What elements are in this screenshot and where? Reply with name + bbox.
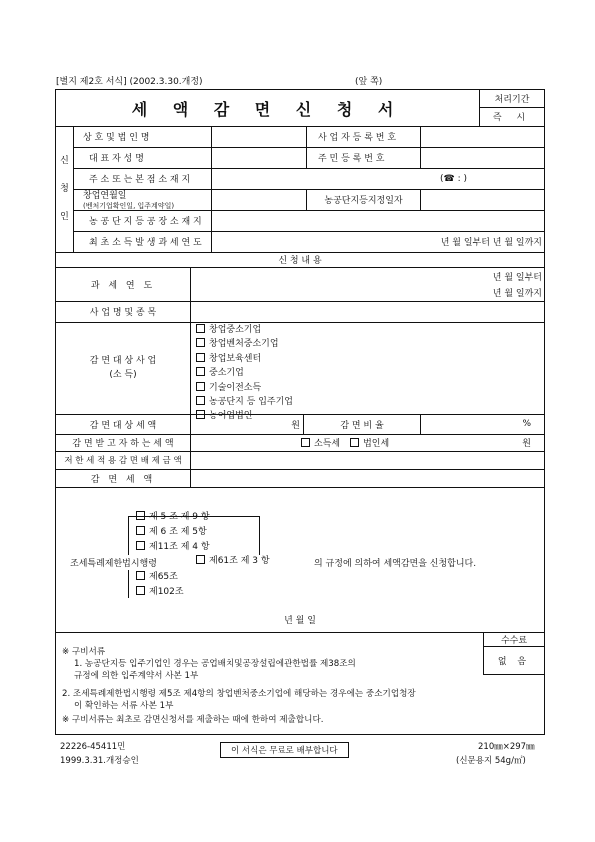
- paper-size: 210㎜×297㎜: [478, 742, 535, 752]
- option-startup-sme[interactable]: 창업중소기업: [196, 323, 536, 337]
- agri-date-label: 농공단지등지정일자: [324, 196, 403, 206]
- details-heading: 신 청 내 용: [278, 256, 322, 266]
- option-farm-corp[interactable]: 농어업법인: [196, 409, 536, 423]
- reduced-tax-label: 감 면 세 액: [90, 474, 156, 485]
- option-sme[interactable]: 중소기업: [196, 366, 536, 380]
- low-rate-field[interactable]: [191, 451, 544, 469]
- rrn-field[interactable]: [421, 147, 544, 168]
- target-tax-label: 감 면 대 상 세 액: [89, 420, 157, 431]
- law-name: 조세특례제한법시행령: [70, 559, 157, 569]
- option-agri-complex[interactable]: 농공단지 등 입주기업: [196, 395, 536, 409]
- bizno-label: 사 업 자 등 록 번 호: [318, 133, 397, 143]
- processing-label: 처리기간: [494, 95, 530, 105]
- article-6-5[interactable]: 제 6 조 제 5항: [136, 525, 210, 540]
- article-102[interactable]: 제102조: [136, 585, 184, 600]
- article-list-lower: [136, 570, 184, 600]
- article-61-3[interactable]: 제61조 제 3 항: [196, 554, 270, 568]
- documents-notes: ※ 구비서류 1. 농공단지등 입주기업인 경우는 공업배치및공장설립에관한법률 제38조의 규정에 의한 입주계약서 사본 1부: [62, 646, 482, 682]
- footer-note: ※ 구비서류는 최초로 감면신청서를 제출하는 때에 한하여 제출합니다.: [62, 715, 324, 725]
- applicant-section-label: 신 청 인: [60, 156, 69, 222]
- tax-reduction-form: [55, 89, 545, 735]
- declaration-text: 의 규정에 의하여 세액감면을 신청합니다.: [314, 559, 477, 569]
- rrn-label: 주 민 등 록 번 호: [318, 154, 385, 164]
- paper-type: (신문용지 54g/㎡): [456, 756, 526, 766]
- agri-address-label: 농 공 단 지 등 공 장 소 재 지: [89, 217, 202, 227]
- notes-title: ※ 구비서류: [62, 647, 106, 657]
- page-side: (앞 쪽): [355, 77, 383, 87]
- phone-field[interactable]: (☎ : ): [440, 173, 467, 184]
- representative-label: 대 표 자 성 명: [89, 154, 144, 164]
- rate-field[interactable]: [421, 414, 531, 434]
- article-11-4[interactable]: 제11조 제 4 항: [136, 540, 210, 555]
- address-label: 주 소 또 는 본 점 소 재 지: [89, 175, 191, 185]
- tax-year-from[interactable]: 년 월 일부터: [492, 272, 542, 283]
- bizno-field[interactable]: [421, 126, 544, 147]
- company-label: 상 호 및 법 인 명: [83, 133, 150, 143]
- tax-type-choice: 소득세 법인세: [301, 434, 441, 451]
- target-label: 감 면 대 상 사 업 (소 득): [89, 356, 157, 380]
- option-incubator[interactable]: 창업보육센터: [196, 352, 536, 366]
- percent-unit: %: [522, 419, 531, 429]
- representative-field[interactable]: [212, 147, 306, 168]
- fee-value: 없 음: [497, 657, 531, 667]
- low-rate-label: 저 한 세 적 용 감 면 배 제 금 액: [64, 456, 182, 466]
- form-title: 세 액 감 면 신 청 서: [131, 99, 404, 119]
- fee-label: 수수료: [500, 635, 528, 646]
- founded-label: 창업연월일 (벤처기업확인일, 입주계약일): [83, 191, 175, 210]
- target-options: [196, 323, 536, 422]
- apply-tax-label: 감 면 받 고 자 하 는 세 액: [72, 439, 174, 449]
- income-tax-checkbox[interactable]: [301, 438, 310, 447]
- article-65[interactable]: 제65조: [136, 570, 184, 585]
- declaration-date[interactable]: 년 월 일: [284, 615, 316, 626]
- first-income-label: 최 초 소 득 발 생 과 세 연 도: [89, 238, 202, 248]
- corp-tax-checkbox[interactable]: [350, 438, 359, 447]
- founded-field[interactable]: [212, 189, 306, 210]
- approved-date: 1999.3.31.개정승인: [60, 756, 139, 766]
- first-income-period[interactable]: 년 월 일부터 년 월 일까지: [440, 238, 542, 248]
- tax-year-to[interactable]: 년 월 일까지: [492, 288, 542, 299]
- company-field[interactable]: [212, 126, 306, 147]
- apply-tax-field[interactable]: 원: [522, 439, 531, 449]
- rate-label: 감 면 비 율: [340, 420, 384, 431]
- tax-year-label: 과 세 연 도: [90, 280, 156, 291]
- option-startup-venture[interactable]: 창업벤처중소기업: [196, 337, 536, 351]
- business-label: 사 업 명 및 종 목: [89, 308, 157, 318]
- article-5-9[interactable]: 제 5 조 제 9 항: [136, 510, 210, 525]
- address-field[interactable]: [212, 168, 452, 189]
- form-number: [별지 제2호 서식] (2002.3.30.개정): [56, 77, 203, 87]
- business-field[interactable]: [191, 301, 544, 322]
- agri-address-field[interactable]: [212, 210, 544, 231]
- target-tax-field[interactable]: [191, 414, 300, 434]
- agri-date-field[interactable]: [421, 189, 544, 210]
- processing-value: 즉 시: [492, 113, 532, 123]
- free-distribution-stamp: 이 서식은 무료로 배부합니다: [220, 742, 349, 758]
- form-code: 22226-45411민: [60, 742, 126, 752]
- won-unit: 원: [291, 420, 300, 431]
- option-tech-transfer[interactable]: 기술이전소득: [196, 381, 536, 395]
- reduced-tax-field[interactable]: [191, 469, 544, 487]
- documents-notes-more: 2. 조세특례제한법시행령 제5조 제4항의 창업벤처중소기업에 해당하는 경우에는 중소기업청장 이 확인하는 서류 사본 1부 ※ 구비서류는 최초로 감면신청서를 제출하는 때에 한하여 제출합니다.: [62, 688, 540, 726]
